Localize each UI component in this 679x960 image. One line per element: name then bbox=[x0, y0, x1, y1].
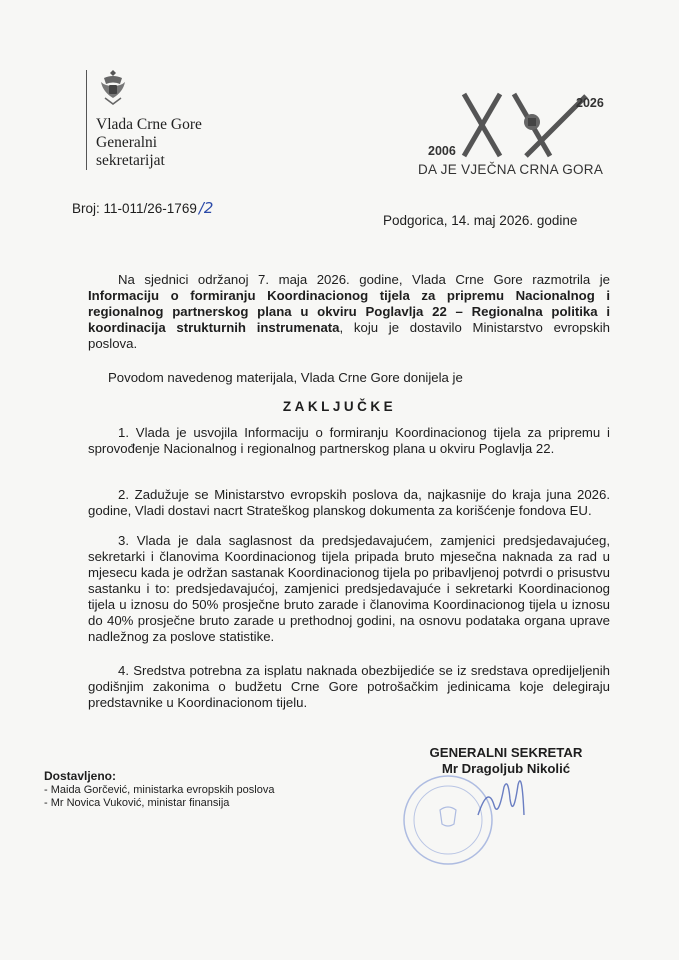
reference-number-text: Broj: 11-011/26-1769 bbox=[72, 201, 197, 216]
conclusion-3-text: 3. Vlada je dala saglasnost da predsjedavajućem, zamjenici predsjedavajućeg, sekretarki i članovima Koordinacionog tijela pripada bruto mjesečna naknada za rad u mjesecu kada je održan sastanak Koordinacionog tijela po pribavljenoj potvrdi o prisustvu sastanku i to: predsjedavajućoj, zamjenici predsjedavajuće i sekretarki Koordinacionog tijela u iznosu do 50% prosječne bruto zarade i članovima Koordinacionog tijela u iznosu do 40% prosječne bruto zarade u prethodnoj godini, na osnovu podataka organa uprave nadležnog za poslove statistike. bbox=[88, 533, 610, 644]
recipients-label: Dostavljeno: bbox=[44, 769, 117, 783]
handwritten-suffix: /2 bbox=[198, 199, 214, 217]
conclusion-1-text: 1. Vlada je usvojila Informaciju o formiranju Koordinacionog tijela za pripremu i sprovođenje Nacionalnog i regionalnog partnerskog plana u okviru Poglavlja 22. bbox=[88, 425, 610, 456]
logo-year-end: 2026 bbox=[576, 96, 604, 110]
institution-name bbox=[96, 116, 202, 170]
institution-header bbox=[80, 68, 280, 178]
recipient-item: - Maida Gorčević, ministarka evropskih poslova bbox=[44, 784, 275, 796]
conclusion-2 bbox=[88, 487, 610, 519]
logo-year-start: 2006 bbox=[428, 144, 456, 158]
place-date: Podgorica, 14. maj 2026. godine bbox=[383, 213, 578, 228]
conclusion-1 bbox=[88, 425, 610, 457]
coat-of-arms-icon bbox=[98, 68, 128, 106]
recipient-item: - Mr Novica Vuković, ministar finansija bbox=[44, 797, 230, 809]
anniversary-logo bbox=[418, 90, 618, 190]
institution-line-2: Generalni bbox=[96, 134, 158, 151]
logo-motto: DA JE VJEČNA CRNA GORA bbox=[418, 162, 604, 177]
conclusion-4 bbox=[88, 663, 610, 711]
intro-text-2: , koju je dostavilo Ministarstvo evropskih poslova. bbox=[88, 320, 611, 351]
institution-line-1: Vlada Crne Gore bbox=[96, 116, 202, 133]
povodom-text: Povodom navedenog materijala, Vlada Crne Gore donijela je bbox=[108, 370, 463, 385]
signer-name: Mr Dragoljub Nikolić bbox=[441, 761, 571, 776]
institution-line-3: sekretarijat bbox=[96, 152, 165, 169]
signer-title: GENERALNI SEKRETAR bbox=[429, 745, 583, 760]
xx-logo-icon bbox=[456, 90, 596, 160]
intro-text-1: Na sjednici održanoj 7. maja 2026. godine, Vlada Crne Gore razmotrila je bbox=[118, 272, 610, 287]
handwritten-signature-icon bbox=[470, 775, 540, 835]
intro-paragraph bbox=[88, 272, 610, 352]
conclusions-heading: ZAKLJUČKE bbox=[282, 399, 397, 414]
conclusion-3 bbox=[88, 533, 610, 645]
conclusion-4-text: 4. Sredstva potrebna za isplatu naknada obezbijediće se iz sredstava opredijeljenih godišnjim zakonima o budžetu Crne Gore potrošačkim jedinicama koje delegiraju predstavnike u Koordinacionom tijelu. bbox=[88, 663, 610, 710]
povodom-paragraph bbox=[108, 370, 630, 386]
reference-number bbox=[72, 199, 213, 217]
header-divider-line bbox=[86, 70, 87, 170]
conclusion-2-text: 2. Zadužuje se Ministarstvo evropskih poslova da, najkasnije do kraja juna 2026. godine, Vladi dostavi nacrt Strateškog planskog dokumenta za korišćenje fondova EU. bbox=[88, 487, 610, 518]
recipients-block bbox=[44, 770, 274, 810]
intro-bold-title: Informaciju o formiranju Koordinacionog tijela za pripremu Nacionalnog i regionalnog partnerskog plana u okviru Poglavlja 22 – Regionalna politika i koordinacija strukturnih instrumenata bbox=[88, 288, 610, 335]
